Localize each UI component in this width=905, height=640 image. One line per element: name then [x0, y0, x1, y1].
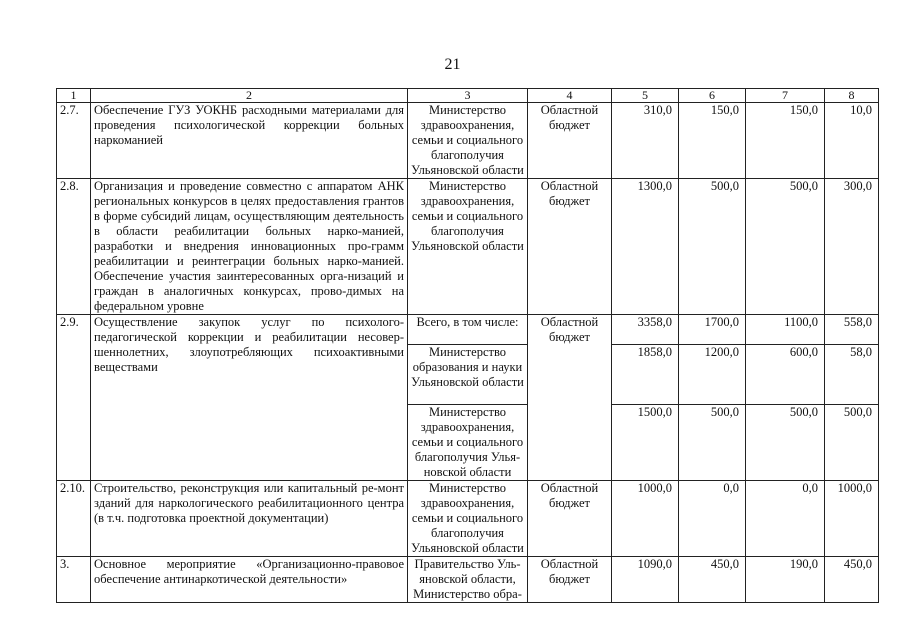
- executor: Министерство здравоохранения, семьи и социального благополучия Улья-новской области: [408, 405, 528, 481]
- value-year-1: 450,0: [679, 557, 746, 603]
- value-total: 3358,0: [612, 315, 679, 345]
- activity-description: Строительство, реконструкция или капитальный ре-монт зданий для наркологического реабилитационного центра (в т.ч. подготовка проектной документации): [91, 481, 408, 557]
- row-number: 2.8.: [57, 179, 91, 315]
- value-year-2: 0,0: [746, 481, 825, 557]
- value-year-3: 300,0: [825, 179, 879, 315]
- column-header: 7: [746, 89, 825, 103]
- row-number: 3.: [57, 557, 91, 603]
- funding-source: Областной бюджет: [528, 557, 612, 603]
- value-total: 1500,0: [612, 405, 679, 481]
- value-year-2: 500,0: [746, 179, 825, 315]
- column-header: 2: [91, 89, 408, 103]
- value-year-2: 500,0: [746, 405, 825, 481]
- value-total: 1300,0: [612, 179, 679, 315]
- table-row: [57, 557, 879, 603]
- value-year-2: 1100,0: [746, 315, 825, 345]
- activity-description: Осуществление закупок услуг по психолого-педагогической коррекции и реабилитации несовер-шеннолетних, злоупотребляющих психоактивными веществами: [91, 315, 408, 481]
- column-header: 5: [612, 89, 679, 103]
- activity-description: Основное мероприятие «Организационно-правовое обеспечение антинаркотической деятельности»: [91, 557, 408, 603]
- executor: Правительство Уль-яновской области, Министерство обра-: [408, 557, 528, 603]
- value-year-1: 500,0: [679, 179, 746, 315]
- value-year-1: 0,0: [679, 481, 746, 557]
- table-row: [57, 179, 879, 315]
- row-number: 2.7.: [57, 103, 91, 179]
- column-header: 3: [408, 89, 528, 103]
- value-year-3: 558,0: [825, 315, 879, 345]
- row-number: 2.10.: [57, 481, 91, 557]
- value-year-1: 1200,0: [679, 345, 746, 405]
- value-year-1: 150,0: [679, 103, 746, 179]
- funding-source: Областной бюджет: [528, 315, 612, 481]
- value-year-3: 500,0: [825, 405, 879, 481]
- value-year-1: 1700,0: [679, 315, 746, 345]
- value-year-3: 10,0: [825, 103, 879, 179]
- program-table: [56, 88, 879, 603]
- value-total: 1000,0: [612, 481, 679, 557]
- value-year-3: 58,0: [825, 345, 879, 405]
- value-year-1: 500,0: [679, 405, 746, 481]
- activity-description: Организация и проведение совместно с аппаратом АНК региональных конкурсов в целях предоставления грантов в форме субсидий лицам, осуществляющим деятельность в области реабилитации больных нарко-манией, разработки и внедрения инновационных про-грамм реабилитации и реинтеграции больных нарко-манией. Обеспечение участия заинтересованных орга-низаций и граждан в аналогичных конкурсах, прово-димых на федеральном уровне: [91, 179, 408, 315]
- table-row: [57, 103, 879, 179]
- header-row: [57, 89, 879, 103]
- value-year-3: 450,0: [825, 557, 879, 603]
- table-row: [57, 481, 879, 557]
- executor: Министерство здравоохранения, семьи и социального благополучия Ульяновской области: [408, 179, 528, 315]
- table-row: [57, 315, 879, 345]
- funding-source: Областной бюджет: [528, 481, 612, 557]
- page-number: 21: [444, 56, 461, 73]
- executor: Министерство здравоохранения, семьи и социального благополучия Ульяновской области: [408, 103, 528, 179]
- executor: Всего, в том числе:: [408, 315, 528, 345]
- value-year-2: 190,0: [746, 557, 825, 603]
- executor: Министерство здравоохранения, семьи и социального благополучия Ульяновской области: [408, 481, 528, 557]
- value-year-2: 150,0: [746, 103, 825, 179]
- column-header: 1: [57, 89, 91, 103]
- column-header: 8: [825, 89, 879, 103]
- funding-source: Областной бюджет: [528, 179, 612, 315]
- value-year-2: 600,0: [746, 345, 825, 405]
- executor: Министерство образования и науки Ульяновской области: [408, 345, 528, 405]
- activity-description: Обеспечение ГУЗ УОКНБ расходными материалами для проведения психологической коррекции больных наркоманией: [91, 103, 408, 179]
- value-total: 310,0: [612, 103, 679, 179]
- column-header: 4: [528, 89, 612, 103]
- value-total: 1858,0: [612, 345, 679, 405]
- funding-source: Областной бюджет: [528, 103, 612, 179]
- row-number: 2.9.: [57, 315, 91, 481]
- value-total: 1090,0: [612, 557, 679, 603]
- column-header: 6: [679, 89, 746, 103]
- value-year-3: 1000,0: [825, 481, 879, 557]
